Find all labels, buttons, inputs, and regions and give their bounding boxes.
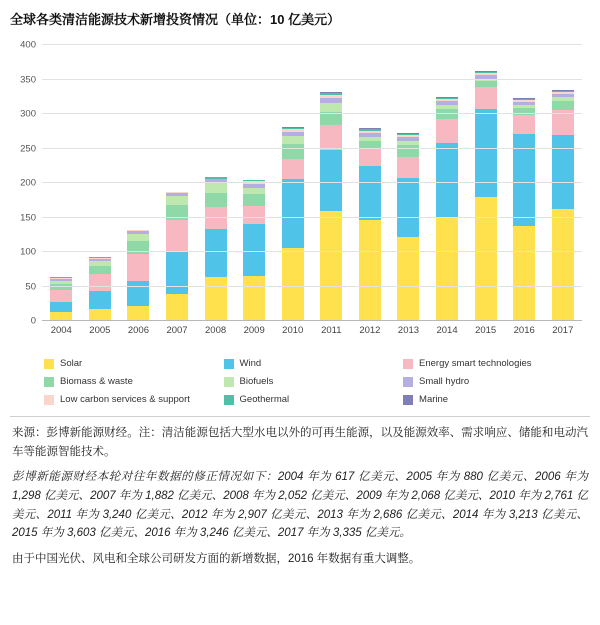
- x-axis-tick-label: 2009: [243, 325, 265, 336]
- bar-segment: [166, 196, 188, 205]
- stacked-bar[interactable]: [282, 127, 304, 320]
- legend-swatch: [224, 395, 234, 405]
- notes-section: [0, 417, 600, 568]
- bar-segment: [205, 183, 227, 193]
- chart-container: [0, 32, 600, 336]
- x-axis-tick-label: 2011: [321, 325, 342, 336]
- legend-swatch: [403, 377, 413, 387]
- bar-segment: [205, 229, 227, 277]
- legend-label: Solar: [60, 358, 83, 369]
- bar-segment: [243, 194, 265, 206]
- bar-segment: [397, 237, 419, 320]
- plot-area: [20, 39, 582, 336]
- bar-segment: [513, 108, 535, 115]
- bar-segment: [89, 266, 111, 274]
- y-axis-tick-label: 0: [30, 315, 36, 327]
- legend-label: Biomass & waste: [60, 376, 133, 387]
- stacked-bar[interactable]: [127, 230, 149, 320]
- bar-segment: [282, 248, 304, 320]
- note-footnote: 由于中国光伏、风电和全球公司研发方面的新增数据，2016 年数据有重大调整。: [12, 552, 421, 565]
- x-axis-tick-label: 2017: [552, 325, 574, 336]
- bar-segment: [282, 159, 304, 178]
- bar-segment: [166, 294, 188, 320]
- bar-segment: [127, 234, 149, 242]
- page-title: 全球各类清洁能源技术新增投资情况（单位：10 亿美元）: [10, 12, 341, 27]
- legend-label: Energy smart technologies: [419, 358, 532, 369]
- bar-segment: [243, 276, 265, 320]
- x-axis-tick-label: 2007: [166, 325, 188, 336]
- legend-swatch: [44, 377, 54, 387]
- legend-label: Low carbon services & support: [60, 394, 190, 405]
- bar-segment: [513, 226, 535, 320]
- bar-segment: [320, 125, 342, 151]
- x-axis-tick-label: 2010: [282, 325, 304, 336]
- bar-segment: [89, 291, 111, 309]
- gridline: [20, 212, 582, 223]
- bar-segment: [205, 277, 227, 320]
- bar-segment: [166, 205, 188, 220]
- stacked-bar[interactable]: [397, 133, 419, 320]
- stacked-bar[interactable]: [166, 192, 188, 320]
- bar-segment: [127, 241, 149, 254]
- legend-item[interactable]: [44, 358, 224, 369]
- y-axis-tick-label: 50: [25, 281, 36, 292]
- note-revision: 彭博新能源财经本轮对往年数据的修正情况如下：2004 年为 617 亿美元、2005 年为 880 亿美元、2006 年为 1,298 亿美元、2007 年为 1,882 亿美元、2008 年为 2,052 亿美元、2009 年为 2,068 亿美元、2010 年为 2,761 亿美元、2011 年为 3,240 亿美元、2012 年为 2,907 亿美元、2013 年为 2,686 亿美元、2014 年为 3,213 亿美元、2015 年为 3,603 亿美元、2016 年为 3,246 亿美元、2017 年为 3,335 亿美元。: [12, 471, 588, 540]
- bar-segment: [436, 217, 458, 320]
- stacked-bar[interactable]: [513, 98, 535, 320]
- gridline: [25, 281, 582, 292]
- bar-segment: [320, 150, 342, 211]
- bar-segment: [50, 302, 72, 312]
- y-axis-tick-label: 350: [20, 74, 36, 85]
- x-axis-tick-label: 2006: [127, 325, 149, 336]
- legend-item[interactable]: [403, 358, 583, 369]
- legend-label: Geothermal: [239, 394, 290, 405]
- y-axis-tick-label: 150: [20, 212, 36, 223]
- gridline: [20, 39, 582, 51]
- bar-segment: [436, 143, 458, 217]
- x-axis-tick-label: 2004: [50, 325, 72, 336]
- bar-segment: [205, 193, 227, 207]
- bar-segment: [166, 220, 188, 251]
- bar-segment: [89, 274, 111, 291]
- legend-label: Wind: [239, 358, 262, 369]
- bar-segment: [166, 251, 188, 294]
- bar-segment: [513, 115, 535, 134]
- bar-segment: [359, 148, 381, 167]
- x-axis-tick-label: 2014: [436, 325, 458, 336]
- legend-swatch: [224, 377, 234, 387]
- bar-segment: [552, 101, 574, 110]
- legend-swatch: [403, 395, 413, 405]
- x-axis-line: [30, 315, 582, 327]
- gridline: [20, 246, 582, 258]
- gridline: [20, 143, 582, 154]
- gridline: [20, 74, 582, 85]
- legend-item[interactable]: [224, 394, 404, 405]
- y-axis-tick-label: 300: [20, 108, 36, 120]
- bar-segment: [243, 206, 265, 224]
- bar-segment: [359, 166, 381, 220]
- bar-segment: [320, 103, 342, 112]
- legend-swatch: [44, 359, 54, 369]
- legend-item[interactable]: [403, 376, 583, 387]
- note-source: 来源：彭博新能源财经。注：清洁能源包括大型水电以外的可再生能源，以及能源效率、需求响应、储能和电动汽车等能源智能技术。: [12, 427, 588, 458]
- bar-segment: [359, 220, 381, 320]
- stacked-bar[interactable]: [205, 177, 227, 320]
- gridline: [20, 177, 582, 189]
- bar-segment: [320, 211, 342, 320]
- gridline: [20, 108, 582, 120]
- bar-segment: [475, 109, 497, 197]
- legend-swatch: [224, 359, 234, 369]
- stacked-bar[interactable]: [436, 97, 458, 320]
- chart-legend: [0, 358, 600, 412]
- legend-item[interactable]: [403, 394, 583, 405]
- x-axis-tick-label: 2008: [205, 325, 227, 336]
- y-axis-tick-label: 200: [20, 177, 36, 189]
- x-axis-tick-label: 2013: [397, 325, 420, 336]
- x-axis-tick-label: 2012: [359, 325, 381, 336]
- bar-segment: [50, 290, 72, 302]
- bar-segment: [552, 209, 574, 320]
- stacked-bar[interactable]: [475, 71, 497, 320]
- bar-segment: [243, 224, 265, 276]
- stacked-bar[interactable]: [50, 277, 72, 320]
- x-axis-tick-label: 2016: [513, 325, 535, 336]
- bar-segment: [127, 254, 149, 281]
- legend-label: Biofuels: [239, 376, 274, 387]
- bar-segment: [282, 136, 304, 144]
- stacked-bar[interactable]: [89, 257, 111, 320]
- x-axis-tick-label: 2015: [475, 325, 497, 336]
- legend-label: Small hydro: [419, 376, 470, 387]
- legend-item[interactable]: [224, 358, 404, 369]
- bar-segment: [243, 188, 265, 195]
- bar-segment: [205, 207, 227, 229]
- stacked-bar[interactable]: [243, 180, 265, 320]
- legend-item[interactable]: [44, 394, 224, 405]
- bar-segment: [89, 309, 111, 320]
- bar-segment: [397, 157, 419, 178]
- legend-label: Marine: [419, 394, 449, 405]
- bar-segment: [397, 178, 419, 237]
- bar-segment: [127, 306, 149, 320]
- x-axis-tick-label: 2005: [89, 325, 111, 336]
- legend-item[interactable]: [44, 376, 224, 387]
- bar-segment: [282, 144, 304, 159]
- legend-item[interactable]: [224, 376, 404, 387]
- legend-swatch: [403, 359, 413, 369]
- bar-segment: [475, 87, 497, 109]
- y-axis-tick-label: 400: [20, 39, 36, 51]
- y-axis-tick-label: 100: [20, 246, 36, 258]
- bar-segment: [282, 179, 304, 248]
- bar-segment: [50, 312, 72, 320]
- bar-segment: [436, 119, 458, 144]
- y-axis-tick-label: 250: [20, 143, 36, 154]
- legend-swatch: [44, 395, 54, 405]
- stacked-bar[interactable]: [359, 128, 381, 320]
- bar-segment: [552, 135, 574, 209]
